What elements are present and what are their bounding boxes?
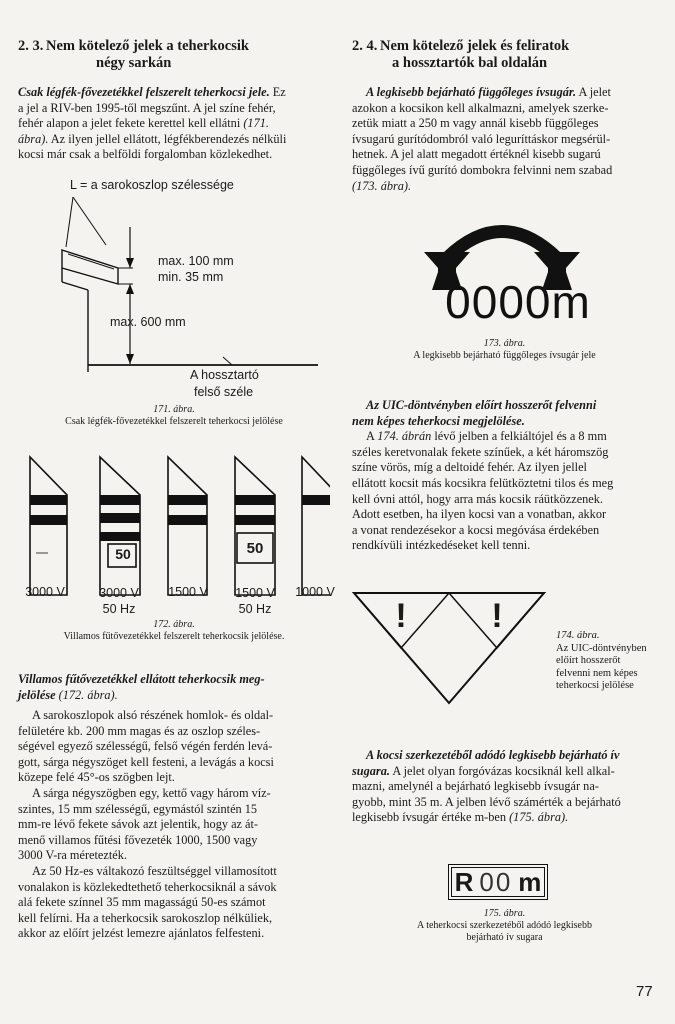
text: alá fekete színnel 35 mm magasságú 50-es számot xyxy=(18,895,266,910)
text: kell óvni attól, hogy arra más kocsik ráütközzenek. xyxy=(352,491,603,506)
text: ségével egyező szélességű, felső végén ferdén levá- xyxy=(18,739,273,754)
text: Ez xyxy=(269,85,286,99)
caption-text: Csak légfék-fővezetékkel felszerelt teherkocsi jelölése xyxy=(65,416,283,427)
figure-171-caption xyxy=(18,404,330,428)
caption-number: 171. ábra. xyxy=(153,404,195,415)
sign-number-50: 50 xyxy=(115,546,131,562)
caption-text: Az UIC-döntvényben xyxy=(556,642,647,654)
voltage-label: 3000 V xyxy=(25,585,65,599)
text: mm-re lévő fekete sávok azt jelentik, hogy az át- xyxy=(18,817,259,832)
section-title-line-1: Nem kötelező jelek és feliratok xyxy=(380,38,570,54)
section-title-line-2: a hossztartók bal oldalán xyxy=(392,55,548,71)
sign-letter-R: R xyxy=(454,867,474,897)
text: közepe felé 45°-os szögben lejt. xyxy=(18,770,175,785)
text: gott, sárga négyszöget kell festeni, a levágás a kocsi xyxy=(18,754,274,769)
curve-radius-sign xyxy=(448,864,548,900)
figure-ref: (171. xyxy=(243,116,269,131)
caption-number: 173. ábra. xyxy=(483,338,526,349)
figure-175 xyxy=(352,862,657,952)
figure-175-caption xyxy=(352,908,657,944)
label-min-35: min. 35 mm xyxy=(158,270,224,284)
figure-172 xyxy=(18,455,335,645)
section-number: 2. 4. xyxy=(352,38,378,54)
section-number: 2. 3. xyxy=(18,38,44,54)
paragraph-uic xyxy=(352,398,657,554)
text: A xyxy=(366,429,378,444)
figure-172-caption xyxy=(18,619,330,643)
caption-text: teherkocsi jelölése xyxy=(556,680,634,691)
paragraph-min-curve-radius xyxy=(352,748,657,826)
caption-text: bejárható ív sugara xyxy=(466,932,543,943)
text: 3000 V-ra méretezték. xyxy=(18,848,127,863)
section-heading-2-3 xyxy=(18,38,330,72)
text: felületére kb. 200 mm magas és az oszlop széles- xyxy=(18,723,261,738)
label-max-600: max. 600 mm xyxy=(110,315,186,329)
text: akkor az előírt jelzést lemezre ajánlatos felfesteni. xyxy=(18,926,265,941)
text: legkisebb ívsugár értéke m-ben xyxy=(352,810,510,825)
paragraph-air-brake xyxy=(18,85,330,163)
exclamation-icon: ! xyxy=(491,597,503,635)
figure-174-caption xyxy=(556,630,647,693)
text: A sarokoszlopok alsó részének homlok- és oldal- xyxy=(32,708,274,722)
p4 xyxy=(18,786,330,864)
figure-ref: (175. ábra). xyxy=(509,810,569,825)
text: széles keretvonalak fekete színűek, a két háromszög xyxy=(352,444,609,459)
figure-ref: (172. ábra). xyxy=(55,687,118,702)
text: ellátott kocsit más kocsikra felütköztetni tilos és meg xyxy=(352,475,614,490)
caption-text: A teherkocsi szerkezetéből adódó legkisebb xyxy=(417,920,592,931)
figure-171 xyxy=(18,172,330,434)
lead-text: Csak légfék-fővezetékkel felszerelt teherkocsi jele. xyxy=(18,85,270,99)
lead-text: jelölése xyxy=(18,687,56,702)
text: szintes, 15 mm szélességű, egymástól szintén 15 xyxy=(18,801,258,816)
voltage-label: 1500 V xyxy=(168,585,208,599)
voltage: 1500 V xyxy=(235,586,275,600)
paragraph-vertical-radius xyxy=(352,85,657,194)
sign-unit-m: m xyxy=(518,867,542,897)
label-top-edge-2: felső széle xyxy=(194,385,254,399)
text: menő villamos fűtési fővezeték 1000, 1500 vagy xyxy=(18,832,258,847)
caption-text: előírt hosszerőt xyxy=(556,655,621,666)
paragraph-corner-posts xyxy=(18,708,330,942)
sign-digits: 00 xyxy=(479,867,513,897)
text: vonalakon is közlekedtethető teherkocsiknál a sávok xyxy=(18,879,277,894)
label-L: L = a sarokoszlop szélessége xyxy=(70,178,234,192)
text: ívsugarú gurítódombról való leguríttáskor megsérül- xyxy=(352,131,611,146)
text: Az ilyen jellel ellátott, légfékberendezés nélküli xyxy=(48,131,287,146)
lead-text: sugara. xyxy=(352,763,390,778)
figure-171-drawing xyxy=(18,172,330,397)
text: Adott esetben, ha ilyen kocsi van a vonatban, akkor xyxy=(352,507,607,522)
text: lévő jelben a felkiáltójel és a 8 mm xyxy=(431,429,607,444)
sign-number-50: 50 xyxy=(246,540,264,557)
text: A sárga négyszögben egy, kettő vagy három víz- xyxy=(32,785,271,800)
text: gyobb, mint 35 m. A jelben lévő számérték a bejárható xyxy=(352,794,621,809)
exclamation-icon: ! xyxy=(395,597,407,635)
section-heading-2-4 xyxy=(352,38,657,72)
paragraph-electric-heating xyxy=(18,672,330,703)
figure-ref: (173. ábra). xyxy=(352,178,412,193)
page-number: 77 xyxy=(636,983,653,1000)
voltage-label xyxy=(92,585,146,617)
lead-text: A kocsi szerkezetéből adódó legkisebb bejárható ív xyxy=(366,748,620,762)
p5 xyxy=(18,864,330,942)
caption-number: 175. ábra. xyxy=(483,908,526,919)
label-top-edge xyxy=(190,367,259,401)
lead-text: Az UIC-döntvényben előírt hosszerőt felvenni xyxy=(366,398,597,412)
p3 xyxy=(18,708,330,786)
figure-174 xyxy=(352,590,657,710)
figure-172-drawing xyxy=(18,455,330,605)
text: A jelet olyan forgóvázas kocsiknál kell alkal- xyxy=(389,763,615,778)
lead-text: Villamos fűtővezetékkel ellátott teherkocsik meg- xyxy=(18,672,265,686)
figure-ref: 174. ábrán xyxy=(377,429,432,444)
caption-text: felvenni nem képes xyxy=(556,667,638,679)
label-top-edge-1: A hossztartó xyxy=(190,368,259,382)
text: mazni, amelynél a bejárható legkisebb ívsugár na- xyxy=(352,779,599,794)
text: zetük miatt a 250 m vagy annál kisebb függőleges xyxy=(352,116,599,131)
text: kell felírni. Ha a teherkocsik sarokoszlop nélküliek, xyxy=(18,910,273,925)
voltage-label xyxy=(228,585,282,617)
hump-radius-value: 0000m xyxy=(445,276,591,328)
text: azokon a kocsikon kell alkalmazni, amelyek szerke- xyxy=(352,100,609,115)
voltage: 3000 V xyxy=(99,586,139,600)
text: A jelet xyxy=(576,85,611,99)
figure-173-caption xyxy=(352,338,657,362)
text: a vonat rendezésekor a kocsi megóvása érdekében xyxy=(352,522,600,537)
text: kocsi már csak a belföldi forgalomban közlekedhet. xyxy=(18,147,273,162)
text: a jel a RIV-ben 1995-től megszűnt. A jel színe fehér, xyxy=(18,100,276,115)
text: fehér alapon a jelet fekete kerettel kell ellátni xyxy=(18,116,244,131)
caption-text: Villamos fűtővezetékkel felszerelt teherkocsik jelölése. xyxy=(63,631,285,642)
uic-warning-sign-icon xyxy=(352,590,552,708)
lead-text: nem képes teherkocsi megjelölése. xyxy=(352,413,525,428)
figure-173 xyxy=(352,210,657,370)
caption-number: 174. ábra. xyxy=(556,630,600,641)
text: függőleges ívű gurító dombokra felvinni nem szabad xyxy=(352,162,613,177)
figure-ref: ábra). xyxy=(18,131,49,146)
frequency: 50 Hz xyxy=(102,602,136,616)
label-max-100: max. 100 mm xyxy=(158,254,234,268)
section-title-line-2: négy sarkán xyxy=(96,55,172,71)
lead-text: A legkisebb bejárható függőleges ívsugár. xyxy=(366,85,577,99)
text: színe vörös, míg a deltoidé fehér. Az ilyen jellel xyxy=(352,460,587,475)
text: hetnek. A jel alatt megadott értéknél kisebb sugarú xyxy=(352,147,601,162)
voltage-label: 1000 V xyxy=(295,585,335,599)
text: Az 50 Hz-es váltakozó feszültséggel villamosított xyxy=(32,863,277,878)
text: rendkívüli intézkedéseket kell tenni. xyxy=(352,538,531,553)
caption-text: A legkisebb bejárható függőleges ívsugár jele xyxy=(413,350,596,361)
frequency: 50 Hz xyxy=(238,602,272,616)
section-title-line-1: Nem kötelező jelek a teherkocsik xyxy=(46,38,249,54)
caption-number: 172. ábra. xyxy=(153,619,195,630)
